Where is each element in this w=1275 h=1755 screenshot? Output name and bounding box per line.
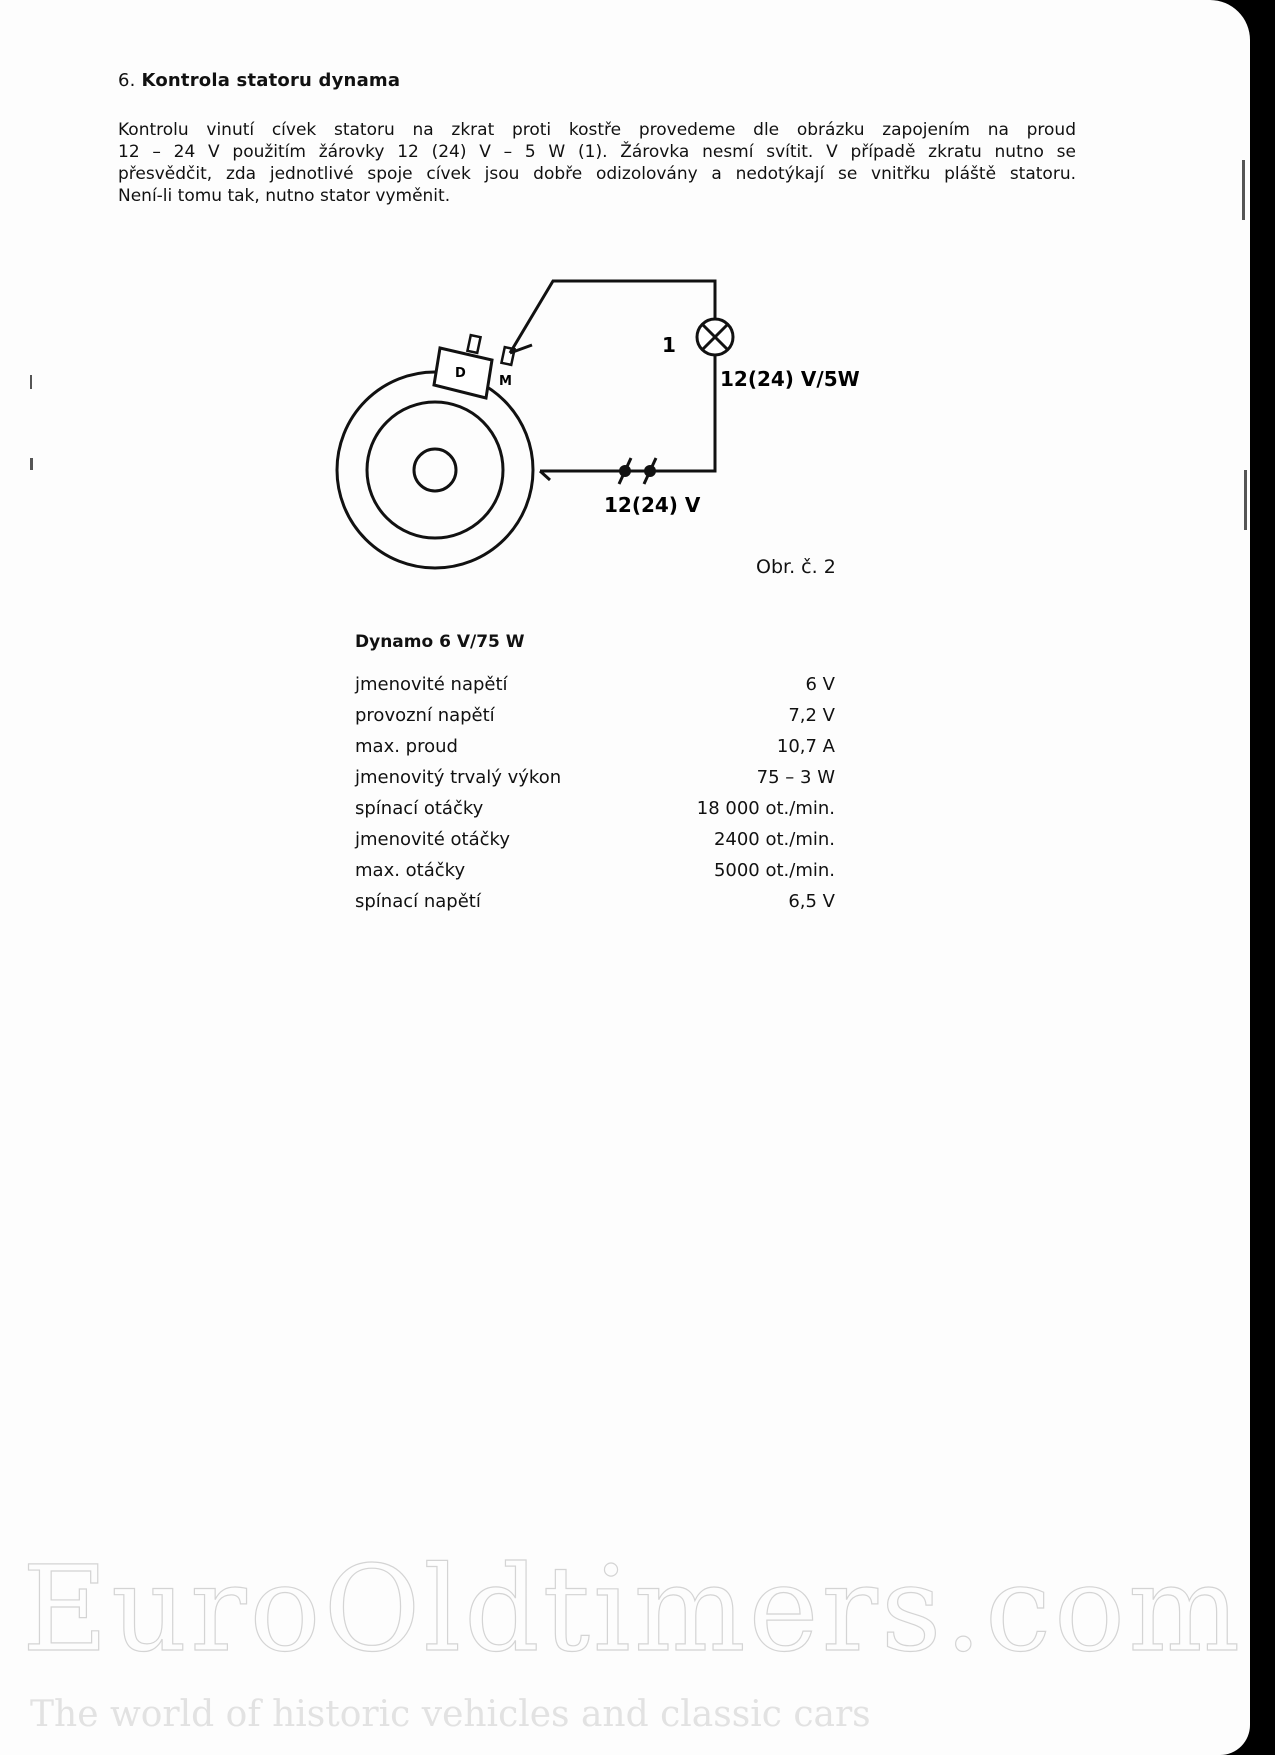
spec-value: 18 000 ot./min. [696, 798, 835, 819]
table-row [355, 736, 835, 767]
spec-value: 6 V [805, 674, 835, 695]
spec-label: spínací napětí [355, 891, 481, 912]
spec-value: 6,5 V [788, 891, 835, 912]
spec-label: jmenovité napětí [355, 674, 508, 695]
scan-mark [30, 458, 33, 470]
figure-caption: Obr. č. 2 [756, 556, 836, 578]
table-row [355, 705, 835, 736]
scan-mark [1244, 470, 1247, 530]
lamp-number-label: 1 [662, 333, 676, 357]
spec-label: spínací otáčky [355, 798, 484, 819]
spec-value: 2400 ot./min. [713, 829, 835, 850]
stator-shaft [414, 449, 456, 491]
paragraph-line: 12 – 24 V použitím žárovky 12 (24) V – 5 W (1). Žárovka nesmí svítit. V případě zkratu nutno se [118, 142, 1076, 162]
table-row [355, 860, 835, 891]
table-row [355, 767, 835, 798]
body-paragraph [118, 119, 1076, 207]
spec-value: 7,2 V [788, 705, 835, 726]
table-row [355, 891, 835, 922]
section-heading [118, 70, 400, 91]
section-number: 6. [118, 70, 136, 91]
spec-label: provozní napětí [355, 705, 495, 726]
terminal-d-label: D [455, 366, 466, 381]
paragraph-line: přesvědčit, zda jednotlivé spoje cívek jsou dobře odizolovány a nedotýkají se vnitřku pláště statoru. [118, 164, 1076, 184]
specs-title: Dynamo 6 V/75 W [355, 632, 525, 652]
table-row [355, 798, 835, 829]
specs-table [355, 674, 835, 922]
source-voltage-label: 12(24) V [604, 493, 701, 517]
wiring-diagram [320, 268, 860, 588]
spec-label: jmenovité otáčky [355, 829, 510, 850]
table-row [355, 829, 835, 860]
spec-value: 5000 ot./min. [713, 860, 835, 881]
power-source-symbol [619, 458, 656, 484]
spec-value: 75 – 3 W [756, 767, 835, 788]
table-row [355, 674, 835, 705]
section-title: Kontrola statoru dynama [141, 70, 401, 91]
spec-label: max. otáčky [355, 860, 466, 881]
terminal-block [434, 335, 515, 398]
spec-label: jmenovitý trvalý výkon [355, 767, 562, 788]
spec-label: max. proud [355, 736, 458, 757]
paragraph-line: Kontrolu vinutí cívek statoru na zkrat proti kostře provedeme dle obrázku zapojením na proud [118, 120, 1076, 140]
watermark-tagline: The world of historic vehicles and classic cars [30, 1694, 871, 1735]
watermark-logo: EuroOldtimers.com [22, 1540, 1243, 1678]
lamp-symbol [697, 319, 733, 355]
lamp-rating-label: 12(24) V/5W [720, 367, 860, 391]
wire-to-lamp [510, 281, 715, 353]
wire-lamp-to-source [656, 354, 715, 471]
spec-value: 10,7 A [776, 736, 835, 757]
paragraph-line: Není-li tomu tak, nutno stator vyměnit. [118, 186, 451, 206]
terminal-m-label: M [499, 374, 512, 389]
scan-mark [30, 375, 32, 389]
scan-mark [1242, 160, 1245, 220]
stator-inner-ring [367, 402, 503, 538]
